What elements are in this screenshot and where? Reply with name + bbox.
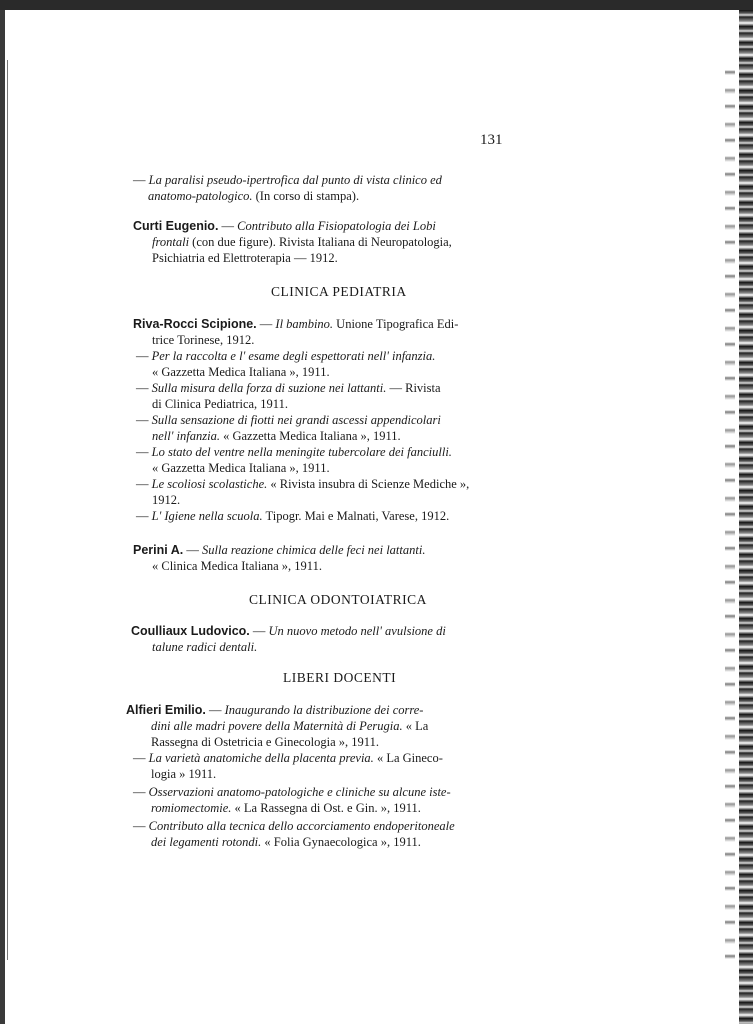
section-heading-pediatria: CLINICA PEDIATRIA	[271, 284, 407, 299]
top-entry-line-2: anatomo-patologico. (In corso di stampa).	[148, 189, 360, 203]
perini-entry-line-1: Perini A. — Sulla reazione chimica delle feci nei lattanti.	[133, 543, 426, 557]
riva-rocci-line-7: — Sulla sensazione di fiotti nei grandi ascessi appendicolari	[136, 413, 441, 427]
riva-rocci-line-3: — Per la raccolta e l' esame degli espettorati nell' infanzia.	[136, 349, 436, 363]
scan-left-line	[7, 60, 8, 960]
page-number: 131	[480, 132, 503, 148]
curti-entry-line-3: Psichiatria ed Elettroterapia — 1912.	[152, 251, 338, 265]
alfieri-entry-line-6: — Osservazioni anatomo-patologiche e cliniche su alcune iste-	[133, 785, 451, 799]
alfieri-entry-line-9: dei legamenti rotondi. « Folia Gynaecologica », 1911.	[151, 835, 421, 849]
scan-right-specks	[725, 60, 735, 960]
alfieri-entry-line-8: — Contributo alla tecnica dello accorciamento endoperitoneale	[133, 819, 455, 833]
scan-right-edge	[739, 10, 753, 1024]
riva-rocci-line-4: « Gazzetta Medica Italiana », 1911.	[152, 365, 330, 379]
alfieri-entry-line-2: dini alle madri povere della Maternità di Perugia. « La	[151, 719, 429, 733]
author-name: Riva-Rocci Scipione.	[133, 317, 257, 331]
author-name: Alfieri Emilio.	[126, 703, 206, 717]
alfieri-entry-line-4: — La varietà anatomiche della placenta previa. « La Gineco-	[133, 751, 443, 765]
coulliaux-entry-line-2: talune radici dentali.	[152, 640, 258, 654]
section-heading-liberi-docenti: LIBERI DOCENTI	[283, 670, 397, 685]
section-heading-odontoiatrica: CLINICA ODONTOIATRICA	[249, 592, 427, 607]
alfieri-entry-line-7: romiomectomie. « La Rassegna di Ost. e Gin. », 1911.	[151, 801, 421, 815]
riva-rocci-line-5: — Sulla misura della forza di suzione nei lattanti. — Rivista	[136, 381, 441, 395]
alfieri-entry-line-3: Rassegna di Ostetricia e Ginecologia », 1911.	[151, 735, 379, 749]
riva-rocci-line-1: Riva-Rocci Scipione. — Il bambino. Unione Tipografica Edi-	[133, 317, 459, 331]
riva-rocci-line-11: — Le scoliosi scolastiche. « Rivista insubra di Scienze Mediche »,	[136, 477, 470, 491]
riva-rocci-line-6: di Clinica Pediatrica, 1911.	[152, 397, 288, 411]
curti-entry-line-1: Curti Eugenio. — Contributo alla Fisiopatologia dei Lobi	[133, 219, 436, 233]
scan-top-edge	[0, 0, 753, 10]
riva-rocci-line-8: nell' infanzia. « Gazzetta Medica Italiana », 1911.	[152, 429, 401, 443]
perini-entry-line-2: « Clinica Medica Italiana », 1911.	[152, 559, 322, 573]
scan-left-edge	[0, 10, 5, 1024]
top-entry-line-1: — La paralisi pseudo-ipertrofica dal punto di vista clinico ed	[133, 173, 442, 187]
author-name: Curti Eugenio.	[133, 219, 219, 233]
riva-rocci-line-12: 1912.	[152, 493, 181, 507]
curti-entry-line-2: frontali (con due figure). Rivista Italiana di Neuropatologia,	[152, 235, 452, 249]
alfieri-entry-line-1: Alfieri Emilio. — Inaugurando la distribuzione dei corre-	[126, 703, 424, 717]
riva-rocci-line-10: « Gazzetta Medica Italiana », 1911.	[152, 461, 330, 475]
riva-rocci-line-2: trice Torinese, 1912.	[152, 333, 255, 347]
riva-rocci-line-9: — Lo stato del ventre nella meningite tubercolare dei fanciulli.	[136, 445, 452, 459]
author-name: Coulliaux Ludovico.	[131, 624, 250, 638]
riva-rocci-line-13: — L' Igiene nella scuola. Tipogr. Mai e Malnati, Varese, 1912.	[136, 509, 450, 523]
alfieri-entry-line-5: logia » 1911.	[151, 767, 217, 781]
coulliaux-entry-line-1: Coulliaux Ludovico. — Un nuovo metodo nell' avulsione di	[131, 624, 446, 638]
author-name: Perini A.	[133, 543, 184, 557]
